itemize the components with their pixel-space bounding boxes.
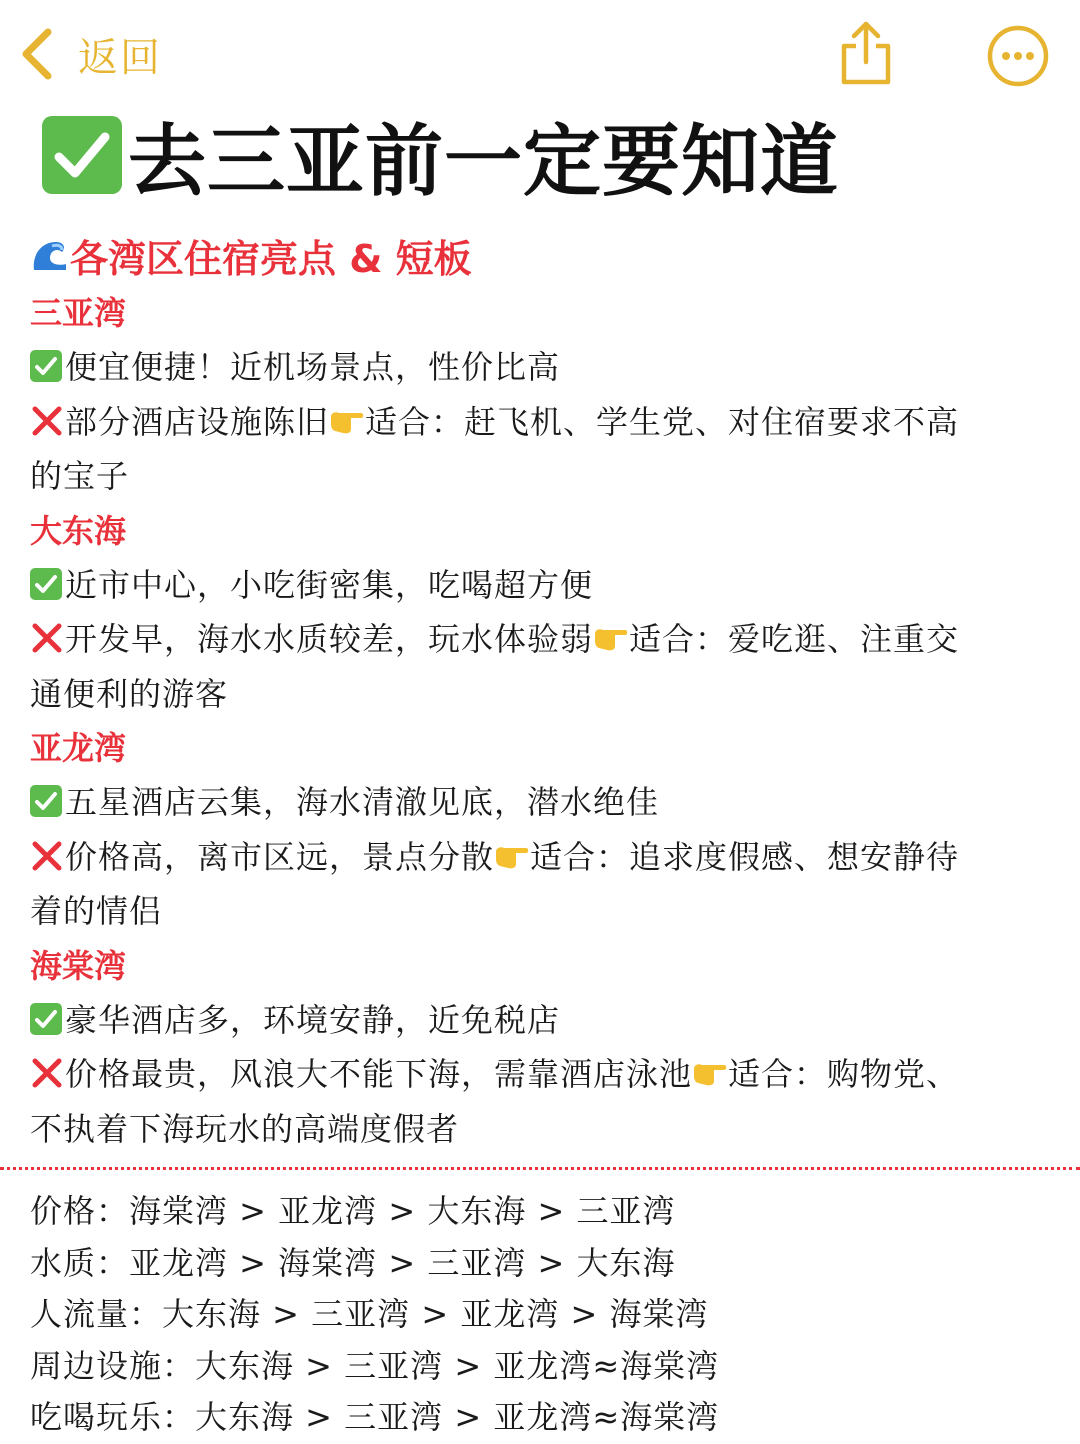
fit-text: 适合：爱吃逛、注重交 <box>629 620 960 658</box>
dotted-divider <box>0 1167 1080 1170</box>
con-line <box>30 830 1050 885</box>
area-name: 海棠湾 <box>30 946 127 985</box>
title-text: 去三亚前一定要知道 <box>128 117 840 207</box>
note-title <box>42 110 840 207</box>
fit-continuation: 不执着下海玩水的高端度假者 <box>30 1109 460 1148</box>
fit-continuation: 着的情侣 <box>30 892 163 930</box>
pro-text: 豪华酒店多，环境安静，近免税店 <box>65 1000 561 1039</box>
check-mark-icon <box>30 785 62 817</box>
area-name: 三亚湾 <box>30 294 127 332</box>
pro-line <box>30 340 1050 395</box>
con-text: 价格最贵，风浪大不能下海，需靠酒店泳池 <box>65 1055 693 1093</box>
pro-line <box>30 775 1050 830</box>
pro-text: 五星酒店云集，海水清澈见底，潜水绝佳 <box>65 783 660 821</box>
fit-continuation: 的宝子 <box>30 457 130 495</box>
con-line <box>30 1047 1050 1102</box>
cross-mark-icon <box>30 617 64 651</box>
area-block <box>30 939 1050 1157</box>
fit-text: 适合：购物党、 <box>728 1055 960 1093</box>
more-icon[interactable] <box>986 24 1050 88</box>
pro-line <box>30 993 1050 1048</box>
cross-mark-icon <box>30 835 64 869</box>
pro-text: 近市中心，小吃街密集，吃喝超方便 <box>65 565 594 604</box>
check-mark-icon <box>30 568 62 600</box>
summary-row: 水质：亚龙湾 > 海棠湾 > 三亚湾 > 大东海 <box>30 1243 676 1282</box>
section-heading <box>30 228 1050 282</box>
summary-row: 周边设施：大东海 > 三亚湾 > 亚龙湾≈海棠湾 <box>30 1346 720 1385</box>
area-name: 亚龙湾 <box>30 729 127 767</box>
cross-mark-icon <box>30 1052 64 1086</box>
pointing-hand-icon <box>329 397 365 425</box>
share-icon[interactable] <box>838 18 894 88</box>
check-mark-button-icon <box>42 116 122 194</box>
con-text: 价格高，离市区远，景点分散 <box>65 837 495 876</box>
ranking-summary <box>30 1186 1050 1444</box>
area-block <box>30 504 1050 722</box>
section-heading-text: 各湾区住宿亮点 & 短板 <box>70 236 472 281</box>
pro-line <box>30 558 1050 613</box>
con-line <box>30 612 1050 667</box>
fit-text: 适合：赶飞机、学生党、对住宿要求不高 <box>365 402 960 441</box>
summary-row: 人流量：大东海 > 三亚湾 > 亚龙湾 > 海棠湾 <box>30 1295 709 1333</box>
summary-row: 价格：海棠湾 > 亚龙湾 > 大东海 > 三亚湾 <box>30 1192 676 1230</box>
area-name: 大东海 <box>30 511 127 550</box>
pointing-hand-icon <box>593 614 629 642</box>
con-text: 开发早，海水水质较差，玩水体验弱 <box>65 620 594 658</box>
con-text: 部分酒店设施陈旧 <box>65 402 330 441</box>
back-label: 返回 <box>78 34 162 81</box>
top-nav-bar <box>0 0 1080 110</box>
summary-row: 吃喝玩乐：大东海 > 三亚湾 > 亚龙湾≈海棠湾 <box>30 1398 720 1436</box>
chevron-left-icon <box>18 26 58 82</box>
wave-icon <box>30 236 68 274</box>
pointing-hand-icon <box>692 1049 728 1077</box>
back-button[interactable] <box>18 24 162 84</box>
pointing-hand-icon <box>494 832 530 860</box>
area-block <box>30 286 1050 504</box>
con-line <box>30 395 1050 450</box>
fit-continuation: 通便利的游客 <box>30 674 229 713</box>
area-block <box>30 721 1050 939</box>
check-mark-icon <box>30 1003 62 1035</box>
fit-text: 适合：追求度假感、想安静待 <box>530 837 960 876</box>
pro-text: 便宜便捷！近机场景点，性价比高 <box>65 348 561 386</box>
note-body <box>30 228 1050 1156</box>
check-mark-icon <box>30 350 62 382</box>
cross-mark-icon <box>30 400 64 434</box>
